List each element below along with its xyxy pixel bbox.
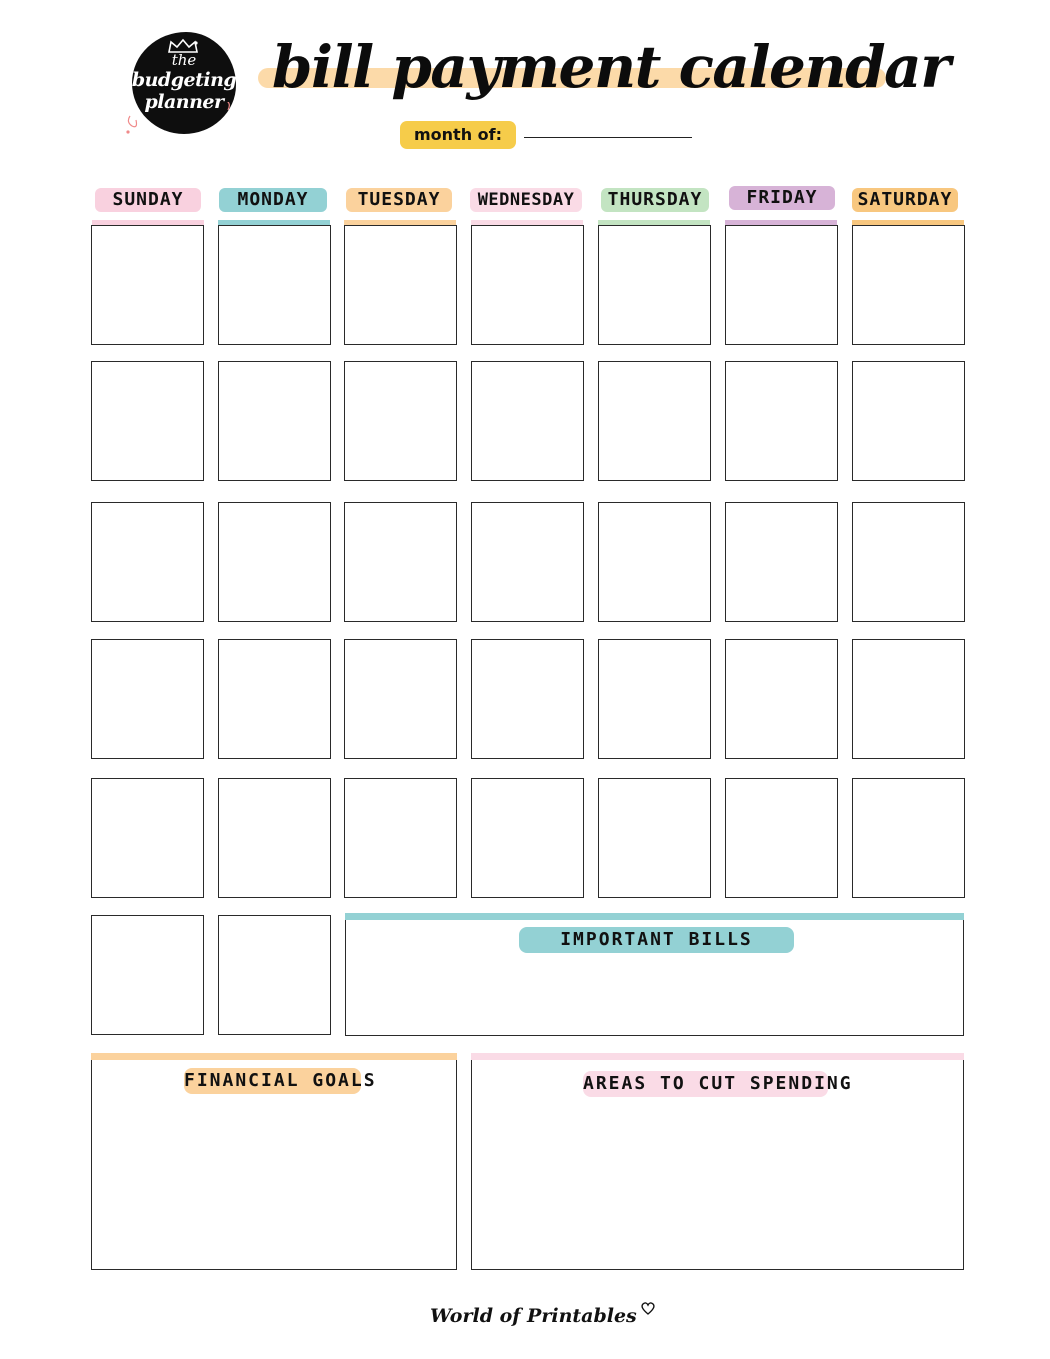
logo-line-2: budgeting — [131, 69, 237, 91]
month-label: month of: — [400, 121, 516, 149]
day-cell-saturday[interactable] — [852, 225, 965, 345]
day-cell-monday[interactable] — [218, 778, 331, 898]
day-header-saturday: SATURDAY — [852, 188, 958, 212]
day-cell-sunday[interactable] — [91, 225, 204, 345]
day-cell-sunday[interactable] — [91, 361, 204, 481]
day-header-sunday: SUNDAY — [95, 188, 201, 212]
day-cell-friday[interactable] — [725, 361, 838, 481]
day-cell-sunday[interactable] — [91, 778, 204, 898]
day-cell-wednesday[interactable] — [471, 502, 584, 622]
day-cell-sunday[interactable] — [91, 502, 204, 622]
decorative-doodle-icon — [124, 102, 244, 162]
footer-credit — [430, 1296, 637, 1336]
month-input-line[interactable] — [524, 137, 692, 138]
day-cell-saturday[interactable] — [852, 778, 965, 898]
areas-to-cut-label: AREAS TO CUT SPENDING — [583, 1071, 828, 1097]
day-cell-saturday[interactable] — [852, 639, 965, 759]
day-cell-monday[interactable] — [218, 639, 331, 759]
day-cell-thursday[interactable] — [598, 361, 711, 481]
heart-icon — [640, 1300, 656, 1316]
day-cell-wednesday[interactable] — [471, 639, 584, 759]
day-cell-tuesday[interactable] — [344, 639, 457, 759]
day-header-wednesday: WEDNESDAY — [470, 188, 582, 212]
day-cell-saturday[interactable] — [852, 361, 965, 481]
day-cell-monday[interactable] — [218, 225, 331, 345]
day-cell-monday[interactable] — [218, 502, 331, 622]
important-bills-label: IMPORTANT BILLS — [519, 927, 794, 953]
day-cell-wednesday[interactable] — [471, 361, 584, 481]
day-cell-wednesday[interactable] — [471, 225, 584, 345]
day-cell-sunday[interactable] — [91, 639, 204, 759]
day-cell-friday[interactable] — [725, 502, 838, 622]
day-cell-wednesday[interactable] — [471, 778, 584, 898]
day-header-thursday: THURSDAY — [601, 188, 709, 212]
day-cell-saturday[interactable] — [852, 502, 965, 622]
day-cell-friday[interactable] — [725, 639, 838, 759]
day-cell-tuesday[interactable] — [344, 778, 457, 898]
logo-line-3: planner — [144, 91, 224, 113]
day-cell-monday[interactable] — [218, 915, 331, 1035]
logo-line-1: the — [171, 51, 197, 69]
day-cell-tuesday[interactable] — [344, 361, 457, 481]
day-cell-friday[interactable] — [725, 778, 838, 898]
important-bills-bar — [345, 913, 964, 920]
day-cell-thursday[interactable] — [598, 225, 711, 345]
day-header-tuesday: TUESDAY — [346, 188, 452, 212]
day-header-friday: FRIDAY — [729, 186, 835, 210]
day-cell-monday[interactable] — [218, 361, 331, 481]
footer-credit-text: World of Printables — [430, 1305, 637, 1327]
day-cell-thursday[interactable] — [598, 502, 711, 622]
financial-goals-label: FINANCIAL GOALS — [184, 1068, 361, 1094]
day-cell-thursday[interactable] — [598, 639, 711, 759]
day-cell-thursday[interactable] — [598, 778, 711, 898]
brand-logo — [132, 32, 236, 134]
day-cell-tuesday[interactable] — [344, 225, 457, 345]
day-header-monday: MONDAY — [219, 188, 327, 212]
areas-to-cut-bar — [471, 1053, 964, 1060]
day-cell-tuesday[interactable] — [344, 502, 457, 622]
page-title: bill payment calendar — [272, 33, 950, 101]
day-cell-sunday[interactable] — [91, 915, 204, 1035]
financial-goals-bar — [91, 1053, 457, 1060]
day-cell-friday[interactable] — [725, 225, 838, 345]
